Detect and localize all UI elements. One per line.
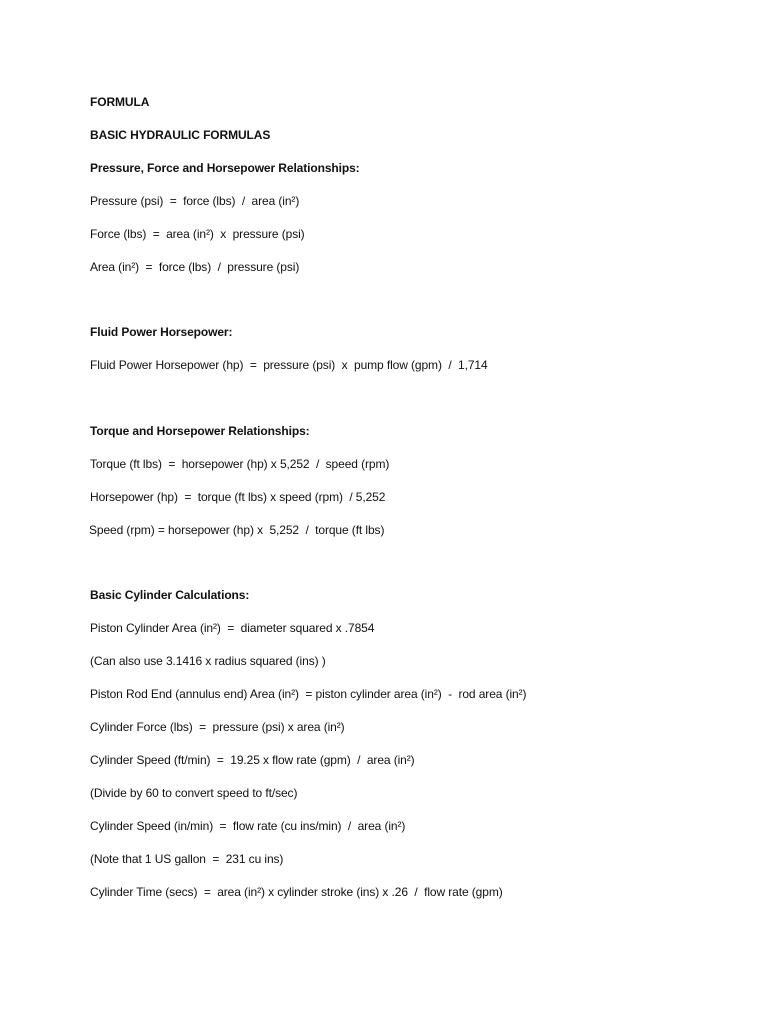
formula-force: Force (lbs) = area (in²) x pressure (psi) xyxy=(90,227,305,241)
document-title: FORMULA xyxy=(90,95,150,109)
formula-cylinder-speed-in-min: Cylinder Speed (in/min) = flow rate (cu ins/min) / area (in²) xyxy=(90,819,406,833)
section-heading-torque-horsepower: Torque and Horsepower Relationships: xyxy=(90,424,310,438)
formula-piston-cylinder-area: Piston Cylinder Area (in²) = diameter squared x .7854 xyxy=(90,621,375,635)
note-us-gallon: (Note that 1 US gallon = 231 cu ins) xyxy=(90,852,284,866)
formula-fluid-power-horsepower: Fluid Power Horsepower (hp) = pressure (psi) x pump flow (gpm) / 1,714 xyxy=(90,358,488,372)
note-divide-by-60: (Divide by 60 to convert speed to ft/sec) xyxy=(90,786,298,800)
formula-cylinder-time: Cylinder Time (secs) = area (in²) x cylinder stroke (ins) x .26 / flow rate (gpm) xyxy=(90,885,503,899)
formula-cylinder-force: Cylinder Force (lbs) = pressure (psi) x area (in²) xyxy=(90,720,345,734)
note-radius-squared: (Can also use 3.1416 x radius squared (ins) ) xyxy=(90,654,326,668)
document-subtitle: BASIC HYDRAULIC FORMULAS xyxy=(90,128,271,142)
section-heading-fluid-power-horsepower: Fluid Power Horsepower: xyxy=(90,325,233,339)
formula-pressure: Pressure (psi) = force (lbs) / area (in²) xyxy=(90,194,300,208)
section-heading-basic-cylinder-calculations: Basic Cylinder Calculations: xyxy=(90,588,250,602)
formula-speed: Speed (rpm) = horsepower (hp) x 5,252 / torque (ft lbs) xyxy=(89,523,385,537)
formula-piston-rod-end-area: Piston Rod End (annulus end) Area (in²) = piston cylinder area (in²) - rod area (in²) xyxy=(90,687,527,701)
formula-area: Area (in²) = force (lbs) / pressure (psi) xyxy=(90,260,300,274)
formula-cylinder-speed-ft-min: Cylinder Speed (ft/min) = 19.25 x flow rate (gpm) / area (in²) xyxy=(90,753,415,767)
formula-torque: Torque (ft lbs) = horsepower (hp) x 5,252 / speed (rpm) xyxy=(90,457,390,471)
formula-horsepower: Horsepower (hp) = torque (ft lbs) x speed (rpm) / 5,252 xyxy=(90,490,386,504)
section-heading-pressure-force-horsepower: Pressure, Force and Horsepower Relationships: xyxy=(90,161,360,175)
